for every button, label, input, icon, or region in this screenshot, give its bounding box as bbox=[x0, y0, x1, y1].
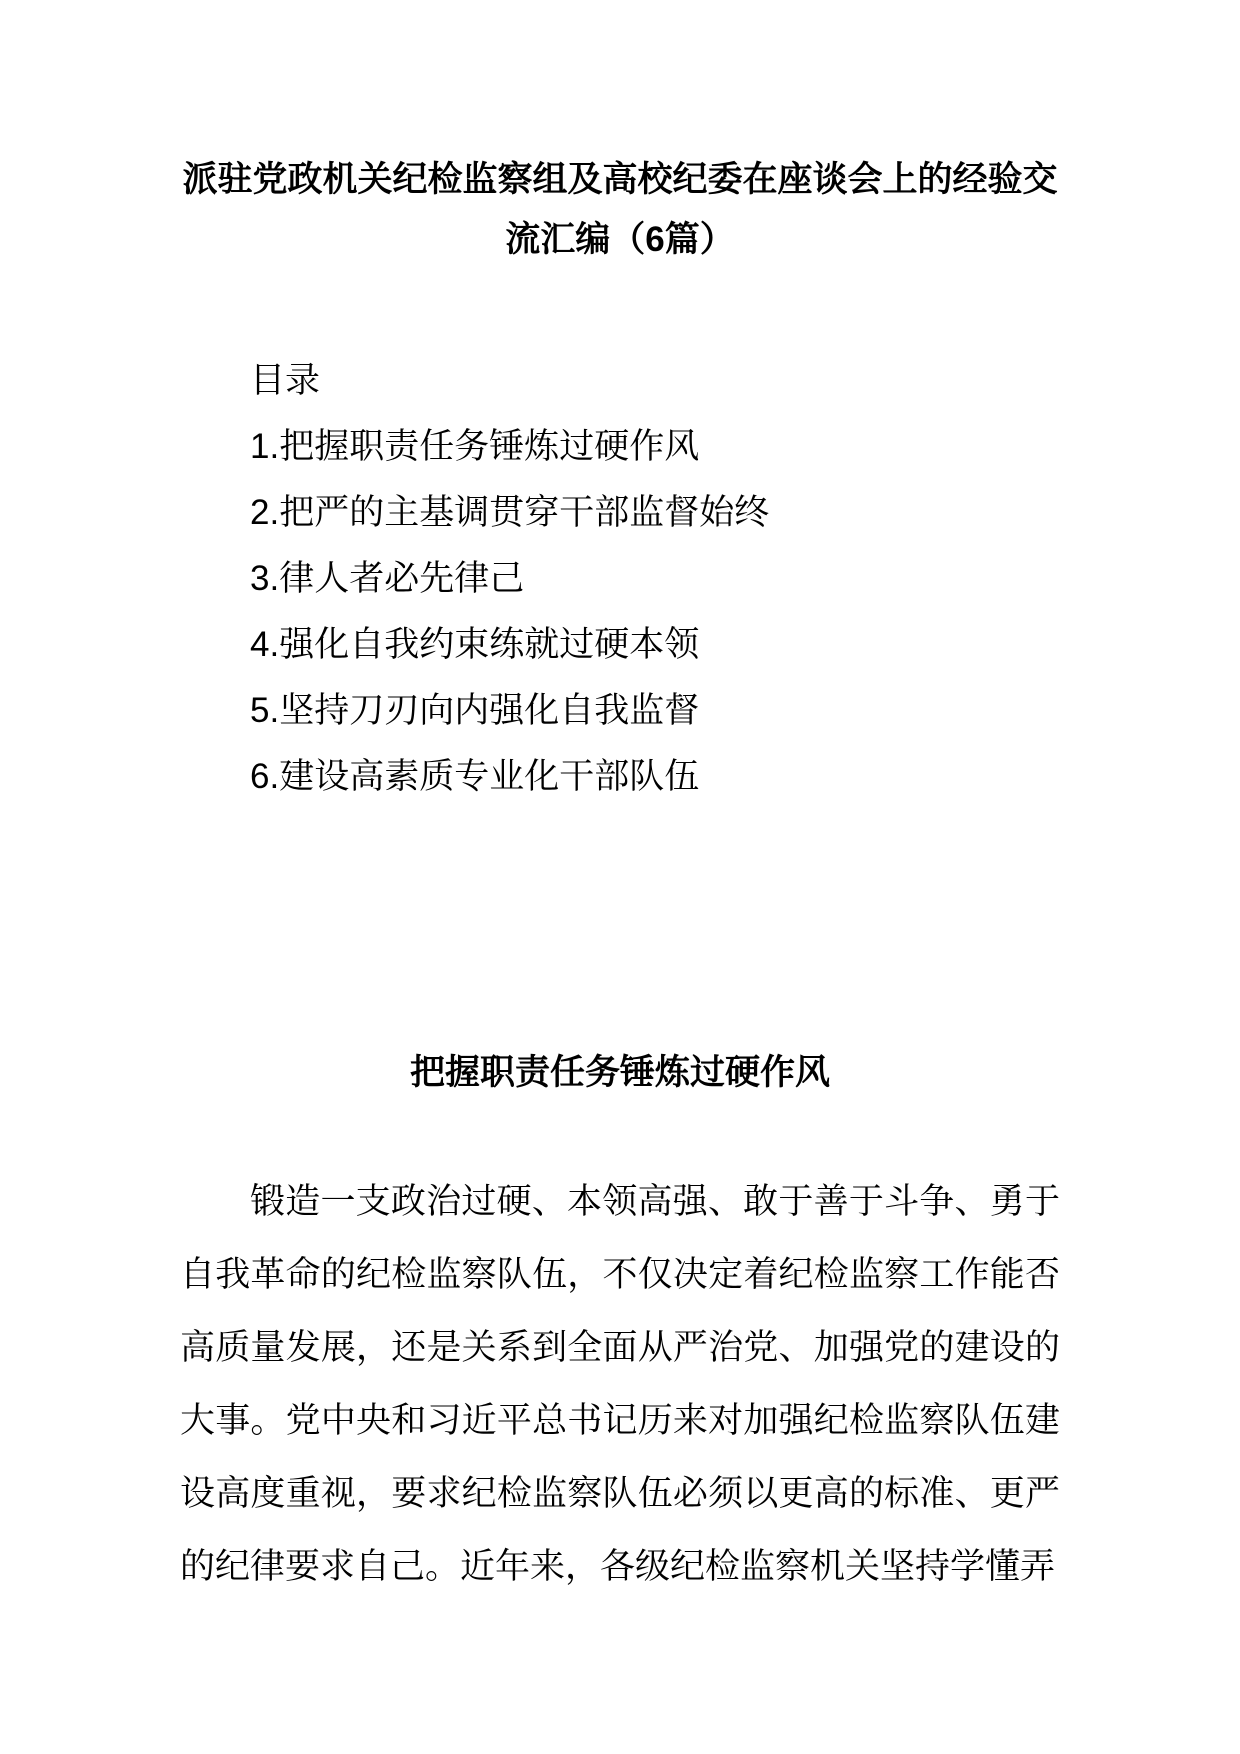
toc-item-2: 2.把严的主基调贯穿干部监督始终 bbox=[250, 493, 770, 532]
toc-heading: 目录 bbox=[250, 361, 321, 400]
toc-item-6: 6.建设高素质专业化干部队伍 bbox=[250, 757, 700, 796]
section-heading: 把握职责任务锤炼过硬作风 bbox=[409, 1053, 830, 1092]
table-of-contents bbox=[180, 348, 1060, 810]
toc-item-3: 3.律人者必先律己 bbox=[250, 559, 525, 598]
toc-item-4: 4.强化自我约束练就过硬本领 bbox=[250, 625, 700, 664]
document-title-line-2: 流汇编（6篇） bbox=[505, 220, 735, 259]
toc-item-1: 1.把握职责任务锤炼过硬作风 bbox=[250, 427, 700, 466]
section-paragraph: 锻造一支政治过硬、本领高强、敢于善于斗争、勇于自我革命的纪检监察队伍，不仅决定着纪检监察工作能否高质量发展，还是关系到全面从严治党、加强党的建设的大事。党中央和习近平总书记历来对加强纪检监察队伍建设高度重视，要求纪检监察队伍必须以更高的标准、更严的纪律要求自己。近年来，各级纪检监察机关坚持学懂弄 bbox=[180, 1182, 1060, 1586]
document-title-line-1: 派驻党政机关纪检监察组及高校纪委在座谈会上的经验交 bbox=[182, 160, 1058, 199]
toc-item-5: 5.坚持刀刃向内强化自我监督 bbox=[250, 691, 700, 730]
document-title bbox=[180, 150, 1060, 270]
